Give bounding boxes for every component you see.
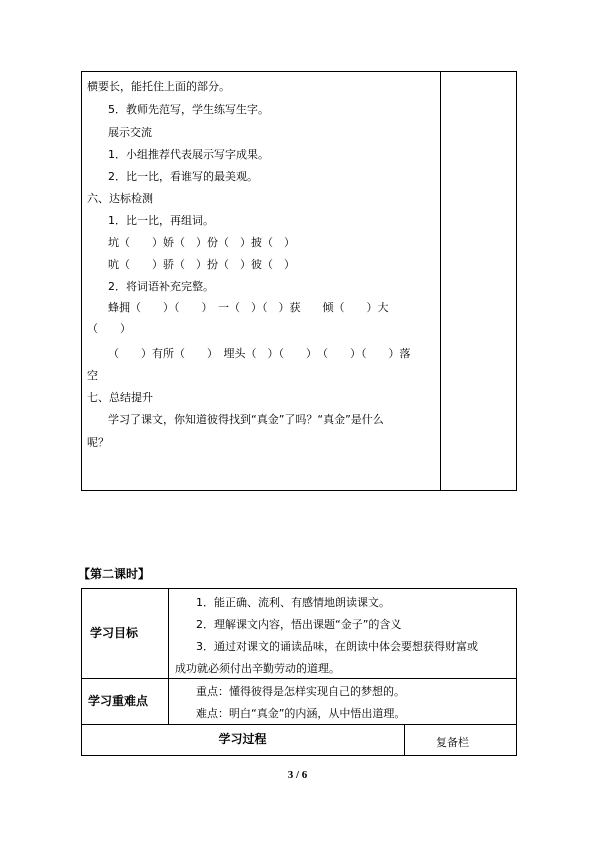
top-table-divider bbox=[440, 71, 441, 491]
difficulty-line: 难点：明白“真金”的内涵，从中悟出道理。 bbox=[196, 707, 406, 720]
top-line-6: 六、达标检测 bbox=[87, 192, 153, 205]
top-line-16: 学习了课文，你知道彼得找到“真金”了吗？“真金”是什么 bbox=[108, 413, 384, 426]
top-line-2: 5．教师先范写，学生练写生字。 bbox=[108, 103, 269, 116]
goal-line-1: 1．能正确、流利、有感情地朗读课文。 bbox=[196, 596, 390, 609]
page-number: 3 / 6 bbox=[287, 769, 308, 781]
goal-line-2: 2．理解课文内容，悟出课题“金子”的含义 bbox=[196, 618, 402, 631]
goal-line-4: 成功就必须付出辛勤劳动的道理。 bbox=[175, 662, 340, 675]
top-line-17: 呢？ bbox=[87, 436, 109, 449]
lesson-table-label-divider bbox=[168, 588, 169, 724]
top-line-14: 空 bbox=[87, 369, 98, 382]
top-line-4: 1．小组推荐代表展示写字成果。 bbox=[108, 148, 269, 161]
top-line-15: 七、总结提升 bbox=[87, 391, 153, 404]
top-line-10: 2．将词语补充完整。 bbox=[108, 280, 214, 293]
learning-goals-label: 学习目标 bbox=[90, 626, 139, 640]
top-line-11: 蜂拥（ ）（ ） 一（ ）（ ）获 倾（ ）大 bbox=[108, 301, 389, 314]
top-line-1: 横要长，能托住上面的部分。 bbox=[87, 80, 230, 93]
goal-line-3: 3．通过对课文的诵读品味，在朗读中体会要想获得财富或 bbox=[196, 640, 478, 653]
lesson-table-row-divider-2 bbox=[81, 724, 517, 725]
section-title: 【第二课时】 bbox=[78, 567, 151, 581]
lesson-table-row-divider-1 bbox=[81, 678, 517, 679]
top-line-9: 吭（ ）骄（ ）扮（ ）彼（ ） bbox=[108, 258, 295, 271]
top-line-8: 坑（ ）娇（ ）份（ ）披（ ） bbox=[108, 236, 295, 249]
key-point-line: 重点：懂得彼得是怎样实现自己的梦想的。 bbox=[196, 685, 405, 698]
learning-process-label: 学习过程 bbox=[218, 732, 267, 746]
top-line-13: （ ）有所（ ） 埋头（ ）（ ） （ ）（ ）落 bbox=[108, 347, 411, 360]
top-line-12: （ ） bbox=[87, 322, 131, 335]
review-column-label: 复备栏 bbox=[436, 736, 469, 749]
lesson-table-review-divider bbox=[404, 724, 405, 756]
key-points-label: 学习重难点 bbox=[88, 694, 149, 708]
top-line-3: 展示交流 bbox=[108, 126, 152, 139]
top-line-5: 2．比一比，看谁写的最美观。 bbox=[108, 170, 258, 183]
top-line-7: 1．比一比，再组词。 bbox=[108, 214, 214, 227]
